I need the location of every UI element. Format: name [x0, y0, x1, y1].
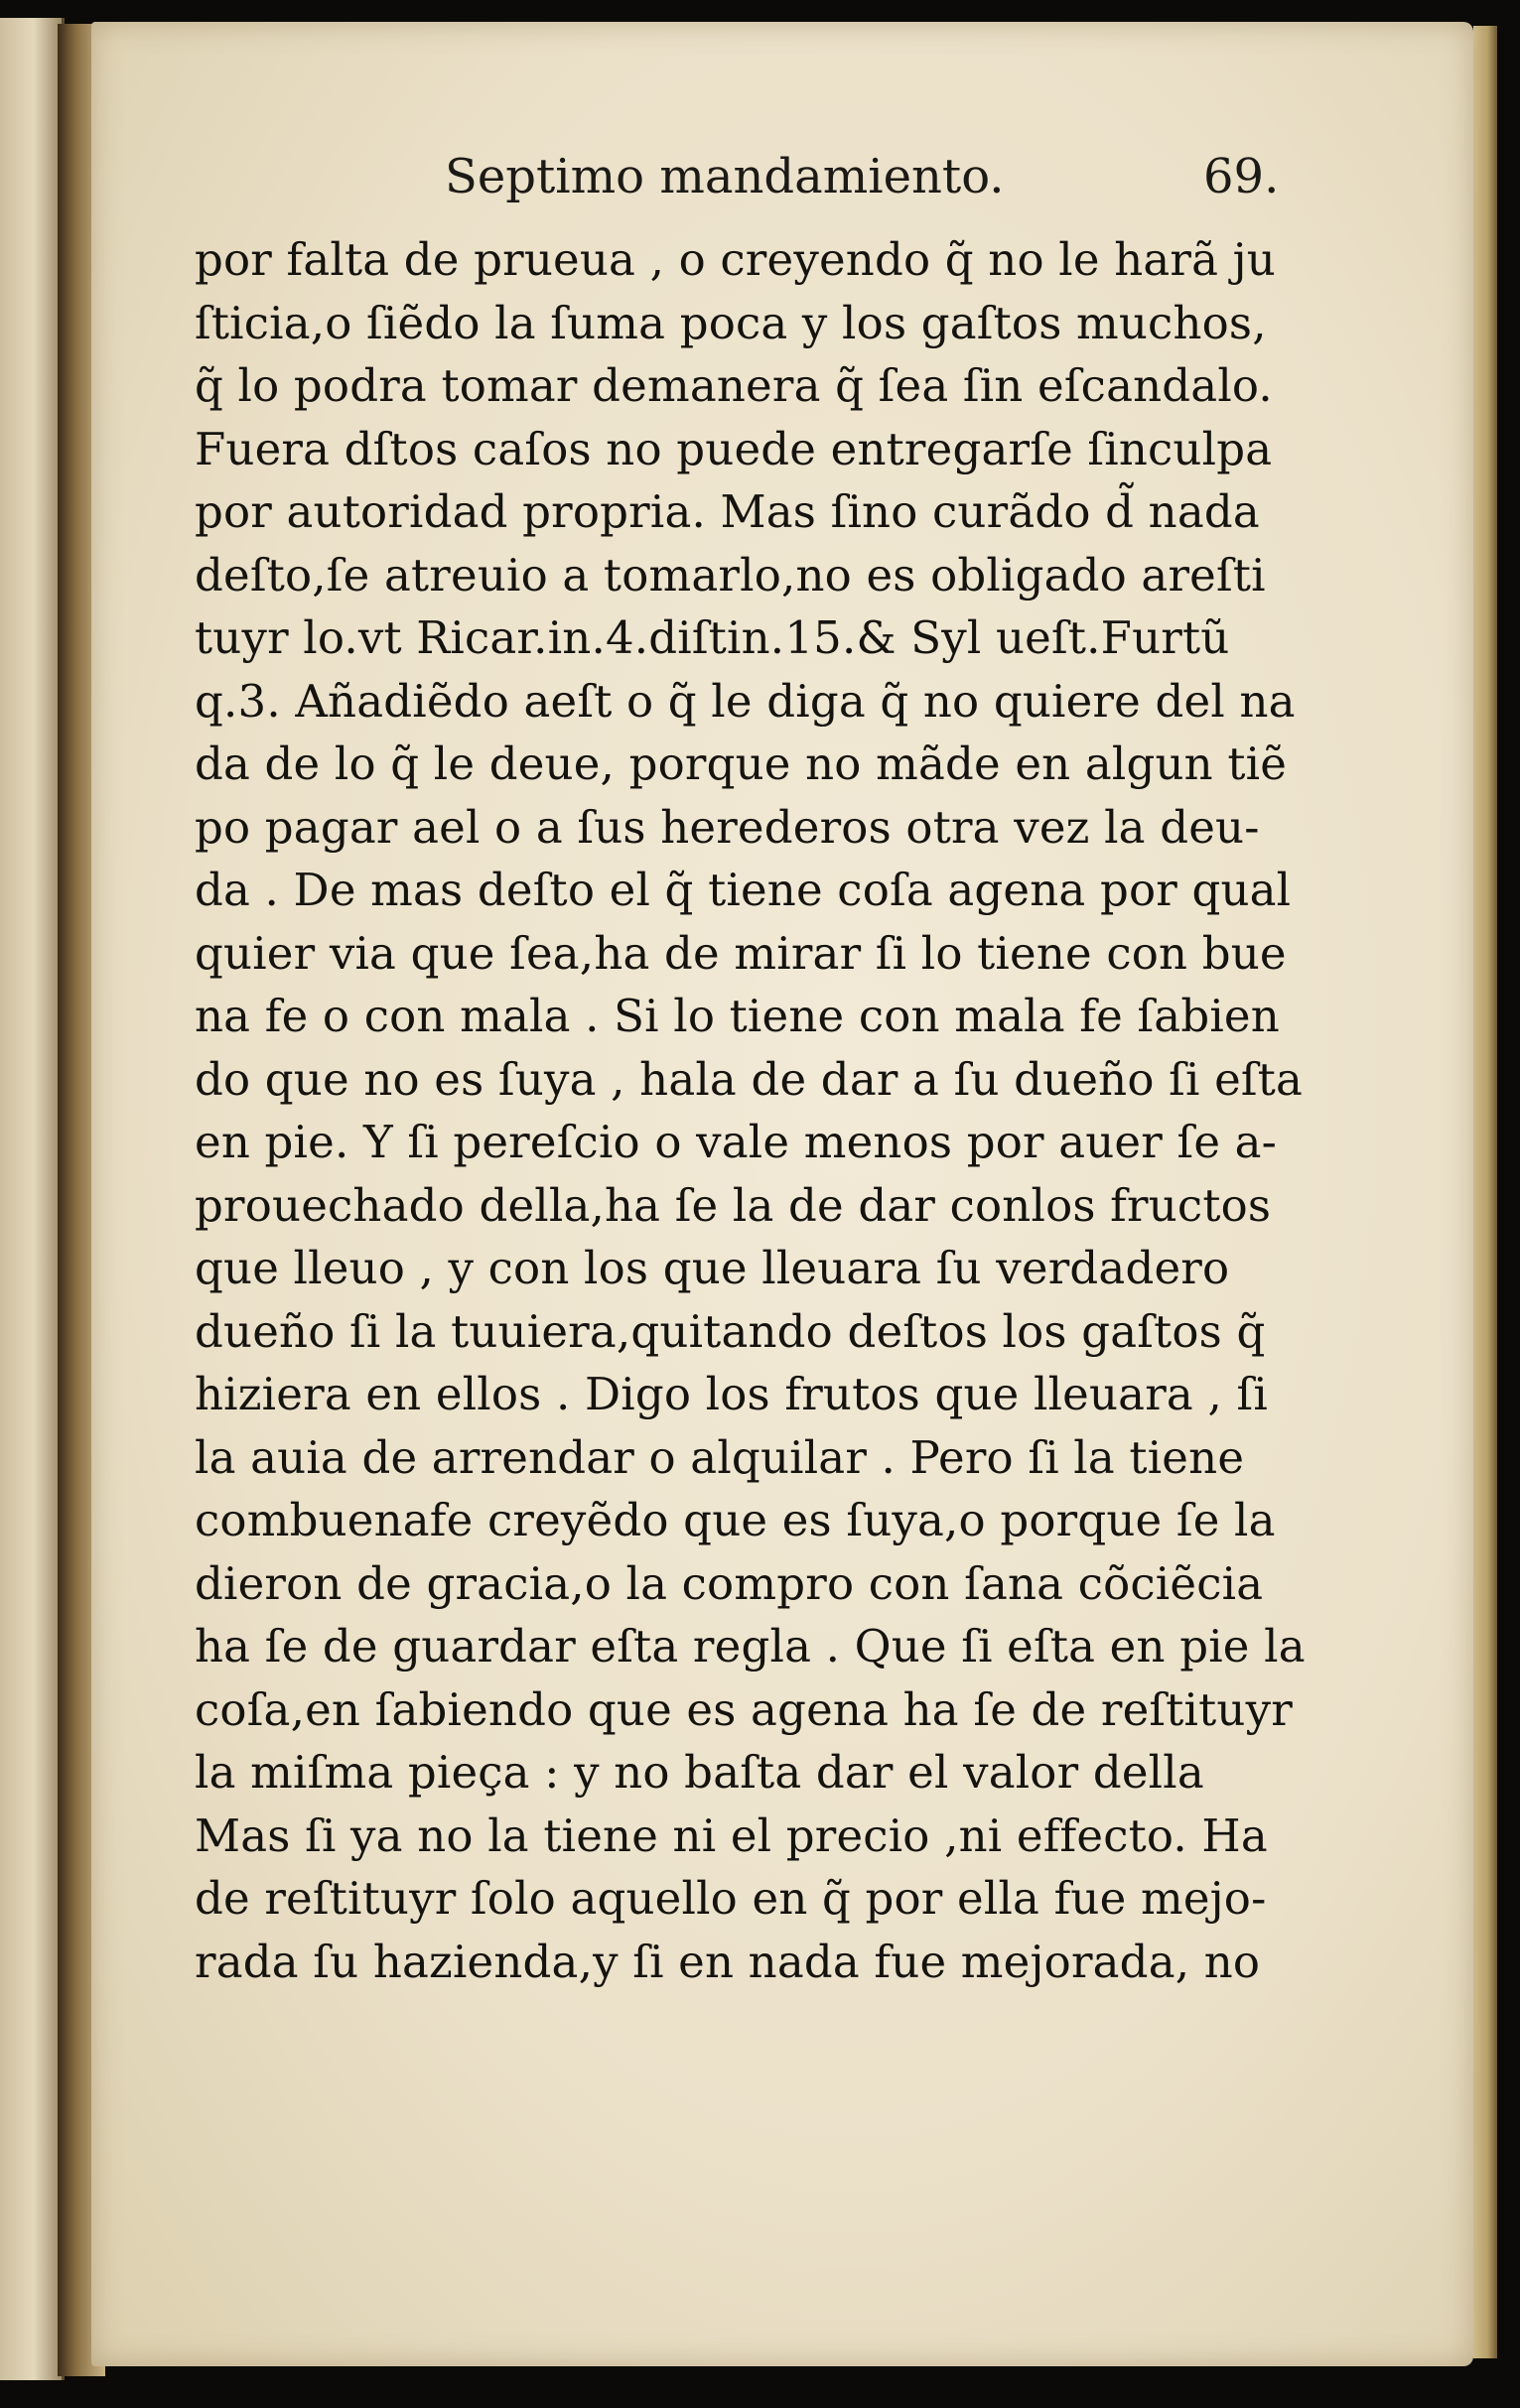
text-line: que lleuo , y con los que lleuara ſu verdadero	[195, 1242, 1230, 1294]
text-line: po pagar ael o a ſus herederos otra vez la deu-	[195, 800, 1260, 854]
text-block	[195, 228, 1354, 1993]
facing-page-edge	[0, 18, 65, 2380]
text-line: en pie. Y ſi pereſcio o vale menos por auer ſe a-	[195, 1116, 1278, 1168]
page-edge-right	[1473, 26, 1497, 2358]
text-line: de reſtituyr ſolo aquello en q̃ por ella fue mejo-	[195, 1872, 1267, 1925]
text-line: por autoridad propria. Mas ſino curãdo d̃ nada	[195, 485, 1260, 538]
running-title: Septimo mandamiento.	[445, 149, 1005, 204]
text-line: hiziera en ellos . Digo los frutos que lleuara , ſi	[195, 1368, 1268, 1420]
text-line: da . De mas deſto el q̃ tiene coſa agena por qual	[195, 864, 1292, 916]
text-line: do que no es ſuya , hala de dar a ſu dueño ſi eſta	[195, 1052, 1304, 1106]
text-line: dieron de gracia,o la compro con ſana cõciẽcia	[195, 1556, 1264, 1610]
text-line: coſa,en ſabiendo que es agena ha ſe de reſtituyr	[195, 1682, 1293, 1736]
text-line: quier via que ſea,ha de mirar ſi lo tiene con bue	[195, 926, 1287, 980]
text-line: prouechado della,ha ſe la de dar conlos fructos	[195, 1178, 1272, 1232]
text-line: la auia de arrendar o alquilar . Pero ſi la tiene	[195, 1430, 1245, 1484]
text-line: rada ſu hazienda,y ſi en nada fue mejorada, no	[195, 1935, 1261, 1988]
text-line: combuenafe creyẽdo que es ſuya,o porque ſe la	[195, 1494, 1276, 1546]
text-line: deſto,ſe atreuio a tomarlo,no es obligado areſti	[195, 548, 1266, 602]
text-line: por falta de prueua , o creyendo q̃ no le harã ju	[195, 233, 1276, 286]
text-line: q.3. Añadiẽdo aeſt o q̃ le diga q̃ no quiere del na	[195, 674, 1296, 728]
text-line: da de lo q̃ le deue, porque no mãde en algun tiẽ	[195, 737, 1288, 790]
text-line: na fe o con mala . Si lo tiene con mala fe ſabien	[195, 990, 1280, 1042]
text-line: tuyr lo.vt Ricar.in.4.diſtin.15.& Syl ueſt.Furtũ	[195, 611, 1230, 664]
text-line: dueño ſi la tuuiera,quitando deſtos los gaſtos q̃	[195, 1304, 1266, 1358]
text-line: q̃ lo podra tomar demanera q̃ ſea ſin eſcandalo.	[195, 359, 1273, 412]
text-line: la miſma pieça : y no baſta dar el valor della	[195, 1746, 1204, 1799]
folio-number: 69.	[1203, 149, 1280, 204]
text-line: ſticia,o ſiẽdo la ſuma poca y los gaſtos muchos,	[195, 296, 1267, 349]
text-line: Fuera dſtos caſos no puede entregarſe ſinculpa	[195, 422, 1273, 475]
running-header	[445, 149, 1299, 218]
text-line: Mas ſi ya no la tiene ni el precio ,ni effecto. Ha	[195, 1808, 1268, 1862]
text-line: ha ſe de guardar eſta regla . Que ſi eſta en pie la	[195, 1620, 1306, 1672]
